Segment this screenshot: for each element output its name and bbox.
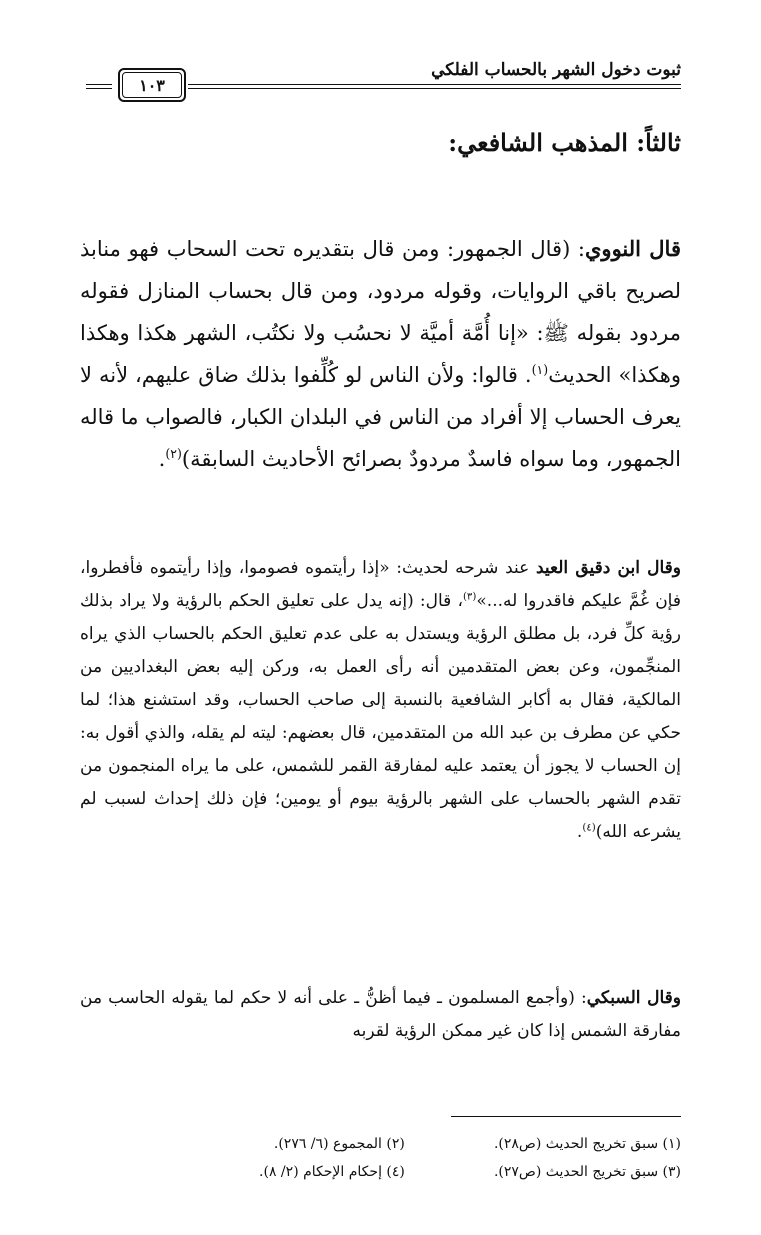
paragraph-text: : (قال الجمهور: ومن قال بتقديره تحت السحاب فهو منابذ لصريح باقي الروايات، وقوله مردود، ومن قال بحساب المنازل فقوله مردود بقوله ﷺ: «إنا أُمَّة أميَّة لا نحسُب ولا نكتُب، الشهر هكذا وهكذا وهكذا» الحديث [80, 237, 681, 387]
paragraph-text: ، قال: (إنه يدل على تعليق الحكم بالرؤية ولا يراد بذلك رؤية كلِّ فرد، بل مطلق الرؤية ويستدل به على عدم تعليق الحكم بالحساب الذي يراه المنجِّمون، وعن بعض المتقدمين أنه رأى العمل به، وركن إليه بعض البغداديين من المالكية، فقال به أكابر الشافعية بالنسبة إلى صاحب الحساب، وقد استشنع هذا؛ لما حكي عن مطرف بن عبد الله من المتقدمين، قال بعضهم: ليته لم يقله، والذي أقول به: إن الحساب لا يجوز أن يعتمد عليه لمفارقة القمر للشمس، على ما يراه المنجمون من تقدم الشهر بالحساب على الشهر بالرؤية بيوم أو يومين؛ فإن ذلك إحداث لسبب لم يشرعه الله) [80, 591, 681, 842]
footnote-number: (٢) [386, 1136, 405, 1152]
footnote-text: إحكام الإحكام (٢/ ٨). [259, 1164, 382, 1180]
footnote-text: سبق تخريج الحديث (ص٢٧). [493, 1164, 659, 1180]
footnote-divider [451, 1116, 681, 1117]
footnote-number: (١) [662, 1136, 681, 1152]
footnote-number: (٤) [386, 1164, 405, 1180]
footnote-item [150, 1158, 405, 1186]
footnote-ref: (٣) [462, 591, 477, 603]
footnote-item [150, 1130, 405, 1158]
quote-author: وقال السبكي [586, 988, 681, 1008]
section-heading: ثالثاً: المذهب الشافعي: [448, 128, 681, 157]
quote-author: قال النووي [585, 236, 681, 261]
footnote-row [150, 1158, 681, 1186]
footnote-row [150, 1130, 681, 1158]
paragraph-subki [80, 982, 681, 1048]
paragraph-text: . [576, 822, 583, 842]
footnote-number: (٣) [662, 1164, 681, 1180]
footnotes [150, 1130, 681, 1186]
paragraph-ibn-daqiq [80, 552, 681, 849]
quote-author: وقال ابن دقيق العيد [535, 558, 681, 578]
running-title: ثبوت دخول الشهر بالحساب الفلكي [431, 60, 681, 80]
footnote-ref: (٤) [582, 822, 596, 834]
footnote-ref: (٢) [165, 446, 182, 461]
footnote-ref: (١) [531, 362, 549, 377]
paragraph-text: عند شرحه لحديث: «إذا رأيتموه فصوموا، وإذا رأيتموه فأفطروا، فإن غُمَّ عليكم فاقدروا له...» [80, 558, 681, 611]
paragraph-text: : (وأجمع المسلمون ـ فيما أظنُّ ـ على أنه لا حكم لما يقوله الحاسب من مفارقة الشمس إذا كان غير ممكن الرؤية لقربه [80, 988, 681, 1041]
header-rule-short [86, 84, 112, 89]
footnote-text: سبق تخريج الحديث (ص٢٨). [493, 1136, 659, 1152]
footnote-item [426, 1130, 681, 1158]
footnote-text: المجموع (٦/ ٢٧٦). [273, 1136, 382, 1152]
paragraph-nawawi [80, 228, 681, 480]
footnote-item [426, 1158, 681, 1186]
header-rule [188, 84, 681, 89]
page-header [86, 54, 681, 104]
paragraph-text: . [158, 447, 166, 471]
paragraph-text: . قالوا: ولأن الناس لو كُلِّفوا بذلك ضاق عليهم، لأنه لا يعرف الحساب إلا أفراد من الناس في البلدان الكبار، فالصواب ما قاله الجمهور، وما سواه فاسدٌ مردودٌ بصرائح الأحاديث السابقة) [80, 363, 681, 471]
page-number: ١٠٣ [118, 68, 186, 102]
